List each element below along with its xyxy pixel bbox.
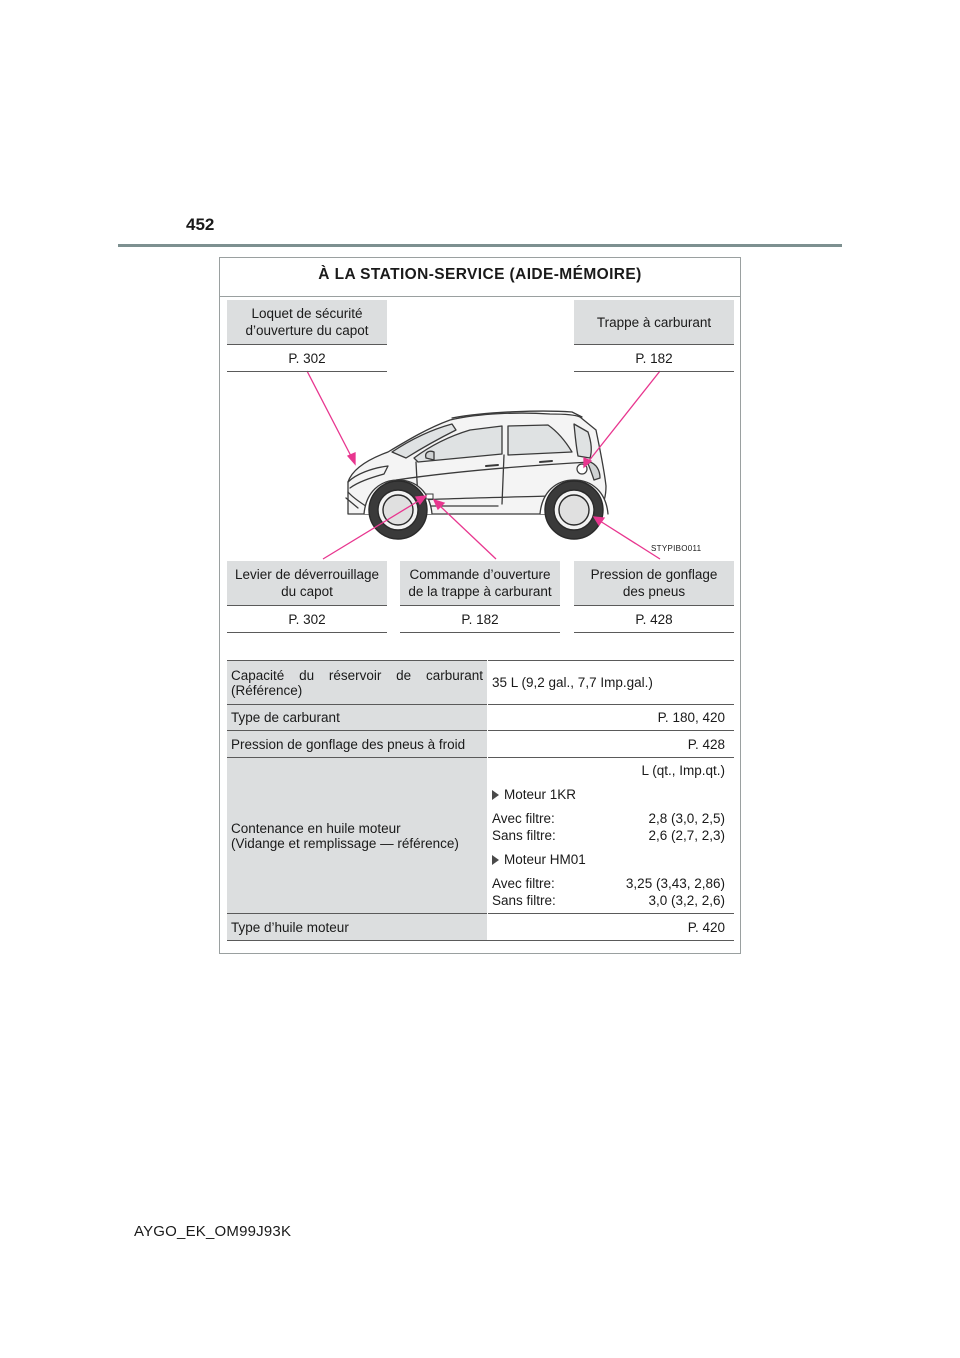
callout-hood-lock <box>227 300 387 345</box>
oil-capacity-label-line1: Contenance en huile moteur <box>231 820 401 836</box>
leader-tire-pressure <box>600 521 660 559</box>
engine-hm01-without-filter <box>492 892 725 909</box>
without-filter-label: Sans filtre: <box>492 893 556 908</box>
engine-1kr-without-filter <box>492 827 725 844</box>
engine-hm01-heading <box>492 851 725 868</box>
oil-type-value: P. 420 <box>488 914 735 941</box>
callout-fuel-door-label: Trappe à carburant <box>596 314 712 330</box>
oil-capacity-label <box>227 758 488 914</box>
callout-hood-release-page: P. 302 <box>227 606 387 633</box>
fuel-capacity-label: Capacité du réservoir de carburant (Référence) <box>227 661 488 705</box>
with-filter-label: Avec filtre: <box>492 876 555 891</box>
without-filter-label: Sans filtre: <box>492 828 556 843</box>
with-filter-label: Avec filtre: <box>492 811 555 826</box>
triangle-bullet-icon <box>492 855 499 865</box>
tire-pressure-label: Pression de gonflage des pneus à froid <box>227 731 488 758</box>
with-filter-value: 2,8 (3,0, 2,5) <box>648 811 725 826</box>
engine-1kr-heading <box>492 786 725 803</box>
section-title: À LA STATION-SERVICE (AIDE-MÉMOIRE) <box>318 266 642 283</box>
oil-capacity-label-line2: (Vidange et remplissage — référence) <box>231 835 459 851</box>
document-code: AYGO_EK_OM99J93K <box>134 1223 292 1240</box>
callout-tire-pressure-page: P. 428 <box>574 606 734 633</box>
front-wheel <box>369 481 427 539</box>
table-row <box>227 705 734 731</box>
callout-fuel-opener <box>400 561 560 606</box>
leader-fuel-door <box>588 371 660 462</box>
table-row <box>227 731 734 758</box>
engine-1kr-with-filter <box>492 810 725 827</box>
spec-table <box>227 660 734 941</box>
without-filter-value: 3,0 (3,2, 2,6) <box>648 893 725 908</box>
callout-tire-pressure <box>574 561 734 606</box>
engine-hm01-with-filter <box>492 875 725 892</box>
engine-hm01-name: Moteur HM01 <box>504 852 586 867</box>
callout-fuel-opener-label: Commande d’ouverture de la trappe à carburant <box>408 567 552 599</box>
table-row <box>227 758 734 914</box>
callout-hood-lock-label: Loquet de sécurité d’ouverture du capot <box>245 306 369 338</box>
rear-wheel <box>545 481 603 539</box>
callout-hood-release-label: Levier de déverrouillage du capot <box>234 567 380 599</box>
fuel-capacity-value: 35 L (9,2 gal., 7,7 Imp.gal.) <box>488 661 735 705</box>
engine-1kr-name: Moteur 1KR <box>504 787 577 802</box>
callout-fuel-door <box>574 300 734 345</box>
page-number: 452 <box>186 215 215 234</box>
with-filter-value: 3,25 (3,43, 2,86) <box>625 876 725 891</box>
leader-hood-lock <box>307 371 352 458</box>
callout-hood-release <box>227 561 387 606</box>
fuel-type-value: P. 180, 420 <box>488 705 735 731</box>
oil-capacity-value <box>488 758 735 914</box>
table-row <box>227 914 734 941</box>
tire-pressure-value: P. 428 <box>488 731 735 758</box>
figure-code: STYPIBO011 <box>651 544 702 553</box>
callout-fuel-door-page: P. 182 <box>574 345 734 372</box>
hood-release-marker <box>426 494 433 499</box>
oil-units: L (qt., Imp.qt.) <box>641 763 725 778</box>
table-row <box>227 661 734 705</box>
without-filter-value: 2,6 (2,7, 2,3) <box>648 828 725 843</box>
triangle-bullet-icon <box>492 790 499 800</box>
callout-tire-pressure-label: Pression de gonflage des pneus <box>590 567 718 599</box>
callout-fuel-opener-page: P. 182 <box>400 606 560 633</box>
oil-type-label: Type d’huile moteur <box>227 914 488 941</box>
callout-hood-lock-page: P. 302 <box>227 345 387 372</box>
fuel-type-label: Type de carburant <box>227 705 488 731</box>
